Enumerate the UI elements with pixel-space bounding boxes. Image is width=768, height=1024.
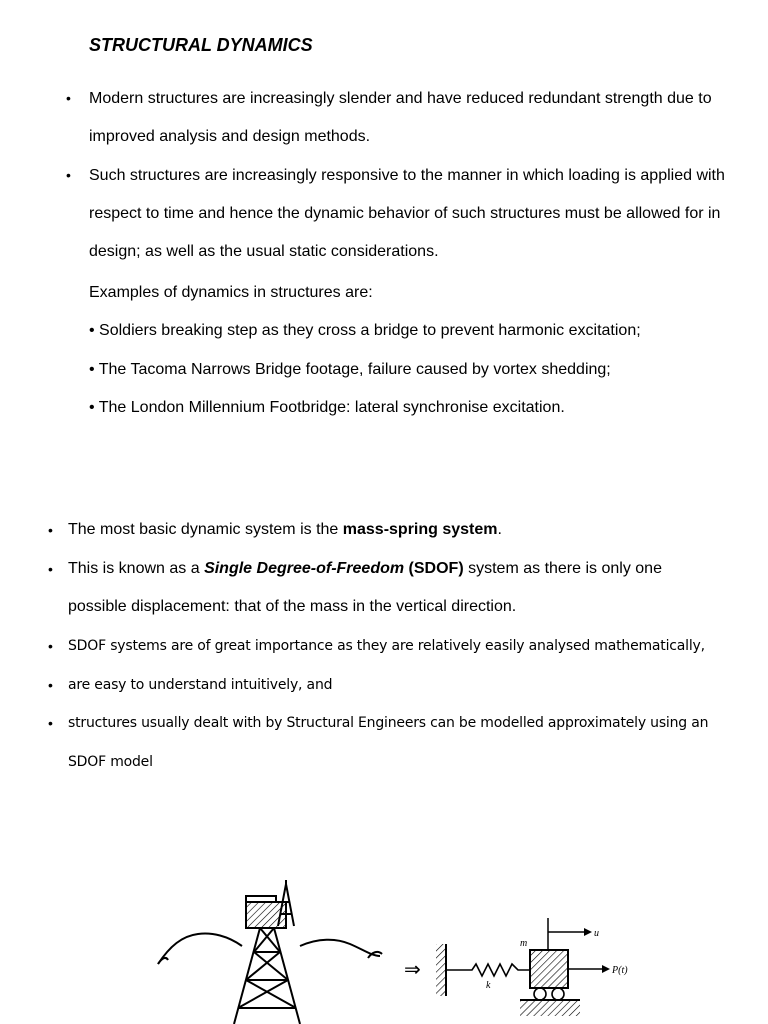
displacement-label: u: [594, 928, 599, 939]
page-title: STRUCTURAL DYNAMICS: [89, 35, 313, 55]
intro-bullet-2-line-1: Such structures are increasingly responsive to the manner in which loading is applied with: [89, 167, 725, 184]
sdof-bullet-3: SDOF systems are of great importance as they are relatively easily analysed mathematically,: [68, 638, 705, 654]
example-item-2: • The Tacoma Narrows Bridge footage, failure caused by vortex shedding;: [89, 361, 611, 378]
bullet-marker: •: [48, 638, 53, 654]
sdof-bullet-4: are easy to understand intuitively, and: [68, 677, 333, 693]
intro-bullet-2-line-3: design; as well as the usual static considerations.: [89, 243, 439, 260]
sdof-bullet-5-line-2: SDOF model: [68, 754, 153, 770]
sdof-bullet-2-line-1: [68, 558, 662, 580]
sdof-bullet-1-end: .: [497, 521, 502, 538]
mass-label: m: [520, 938, 528, 949]
sdof-term: Single Degree-of-Freedom: [204, 560, 405, 577]
mass-spring-drawing: [404, 918, 628, 1016]
intro-bullet-2-line-2: respect to time and hence the dynamic behavior of such structures must be allowed for in: [89, 205, 721, 222]
sdof-abbrev: (SDOF): [408, 560, 464, 577]
sdof-bullet-1: [68, 519, 502, 541]
bullet-marker: •: [48, 522, 53, 538]
sdof-figure: [150, 876, 630, 1024]
examples-heading: Examples of dynamics in structures are:: [89, 284, 373, 301]
arrow-symbol: ⇒: [404, 957, 421, 981]
mass-spring-term: mass-spring system: [342, 521, 498, 538]
bullet-marker: •: [48, 561, 53, 577]
force-label: P(t): [612, 965, 628, 976]
intro-bullet-1-line-2: improved analysis and design methods.: [89, 128, 371, 145]
offshore-tower-drawing: [158, 880, 382, 1024]
sdof-bullet-2-text: This is known as a: [68, 560, 205, 577]
bullet-marker: •: [66, 90, 71, 106]
intro-bullet-1-line-1: Modern structures are increasingly slender and have reduced redundant strength due to: [89, 90, 712, 107]
spring-label: k: [486, 980, 491, 991]
bullet-marker: •: [48, 677, 53, 693]
bullet-marker: •: [66, 167, 71, 183]
example-item-1: • Soldiers breaking step as they cross a bridge to prevent harmonic excitation;: [89, 322, 641, 339]
sdof-bullet-2-end: system as there is only one: [463, 560, 662, 577]
sdof-bullet-1-text: The most basic dynamic system is the: [68, 521, 343, 538]
sdof-bullet-5-line-1: structures usually dealt with by Structural Engineers can be modelled approximately using an: [68, 715, 709, 731]
bullet-marker: •: [48, 715, 53, 731]
sdof-bullet-2-line-2: possible displacement: that of the mass in the vertical direction.: [68, 598, 517, 615]
example-item-3: • The London Millennium Footbridge: lateral synchronise excitation.: [89, 399, 565, 416]
